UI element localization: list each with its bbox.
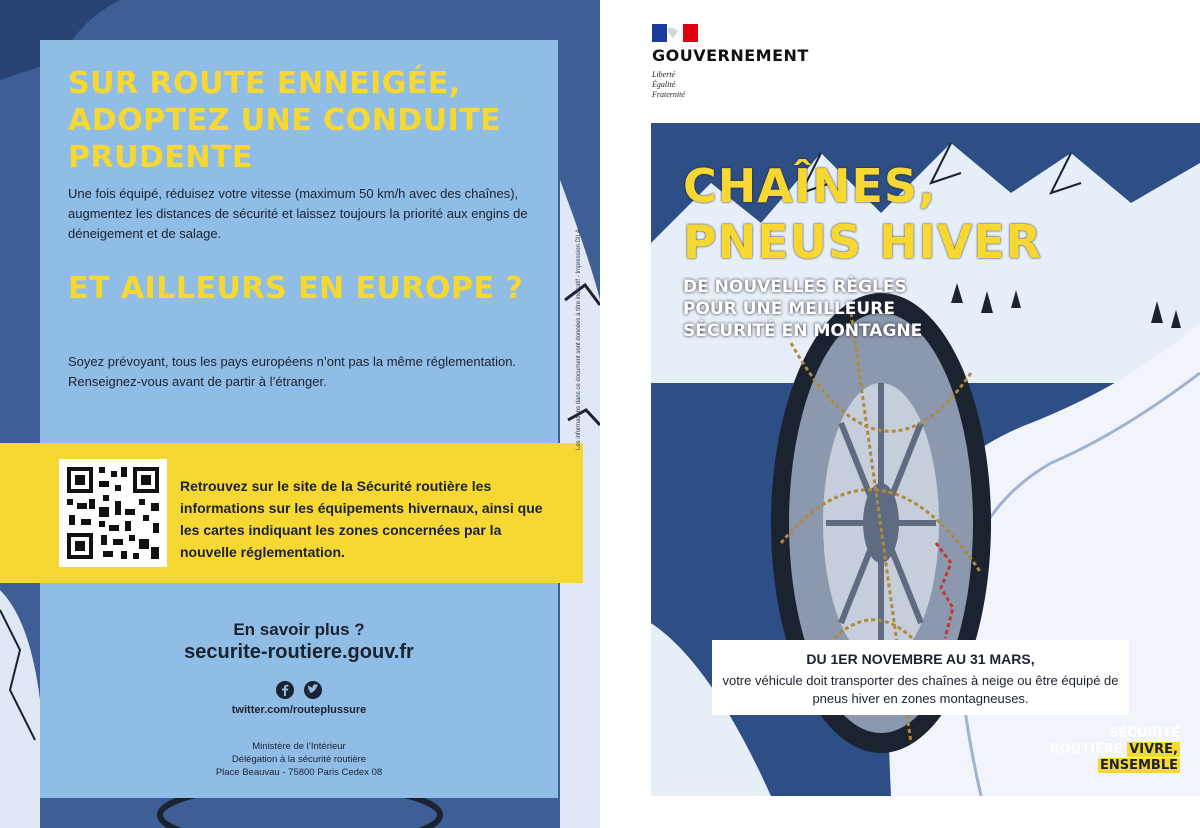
motto-line: Fraternité xyxy=(652,90,685,99)
brand-tag-2: ENSEMBLE xyxy=(1099,758,1178,773)
website-link[interactable]: securite-routiere.gouv.fr xyxy=(184,641,414,663)
title-line-2: PNEUS HIVER xyxy=(683,215,1043,269)
government-label: GOUVERNEMENT xyxy=(652,46,809,65)
learn-more-label: En savoir plus ? xyxy=(233,620,365,639)
dates-text: votre véhicule doit transporter des chaînes à neige ou être équipé de pneus hiver en zones montagneuses. xyxy=(722,673,1119,706)
qr-code[interactable] xyxy=(59,459,167,567)
subtitle-line-2: POUR UNE MEILLEURE xyxy=(683,299,895,319)
motto-line: Liberté xyxy=(652,70,676,79)
brand-line-1: SÉCURITÉ xyxy=(1109,726,1180,741)
heading-snowy-road: SUR ROUTE ENNEIGÉE, ADOPTEZ UNE CONDUITE PRUDENTE xyxy=(68,66,502,175)
social-icons xyxy=(275,680,325,700)
republic-motto xyxy=(652,70,685,100)
subtitle-line-1: DE NOUVELLES RÈGLES xyxy=(683,277,907,297)
ministry-line-2: Délégation à la sécurité routière xyxy=(231,754,367,765)
securite-routiere-logo xyxy=(1040,726,1180,774)
paragraph-europe: Soyez prévoyant, tous les pays européens n’ont pas la même réglementation. Renseignez-vous avant de partir à l’étranger. xyxy=(68,354,517,389)
poster-title xyxy=(683,158,1042,270)
brand-tag-1: VIVRE, xyxy=(1129,742,1178,757)
ministry-line-3: Place Beauvau - 75800 Paris Cedex 08 xyxy=(215,767,383,778)
motto-line: Égalité xyxy=(652,80,676,89)
twitter-icon[interactable] xyxy=(304,681,322,699)
qr-description: Retrouvez sur le site de la Sécurité routière les informations sur les équipements hivernaux, ainsi que les cartes indiquant les zones concernées par la nouvelle réglementation. xyxy=(180,478,543,560)
ministry-line-1: Ministère de l’Intérieur xyxy=(252,741,346,752)
dates-heading: DU 1ER NOVEMBRE AU 31 MARS, xyxy=(806,651,1035,667)
print-note: Les informations dans ce document sont données à titre indicatif - Impression DILA xyxy=(576,229,582,450)
twitter-handle[interactable]: twitter.com/routeplussure xyxy=(231,704,367,716)
marianne-logo-icon xyxy=(652,24,698,42)
poster-subtitle xyxy=(683,276,922,342)
title-line-1: CHAÎNES, xyxy=(683,159,937,213)
brand-line-2: ROUTIÈRE xyxy=(1049,742,1123,757)
facebook-icon[interactable] xyxy=(276,681,294,699)
subtitle-line-3: SÉCURITÉ EN MONTAGNE xyxy=(683,321,923,341)
heading-europe: ET AILLEURS EN EUROPE ? xyxy=(68,271,524,306)
ministry-address xyxy=(40,740,558,779)
paragraph-speed: Une fois équipé, réduisez votre vitesse (maximum 50 km/h avec des chaînes), augmentez les distances de sécurité et laissez toujours la priorité aux engins de déneigement et de salage. xyxy=(68,186,528,241)
